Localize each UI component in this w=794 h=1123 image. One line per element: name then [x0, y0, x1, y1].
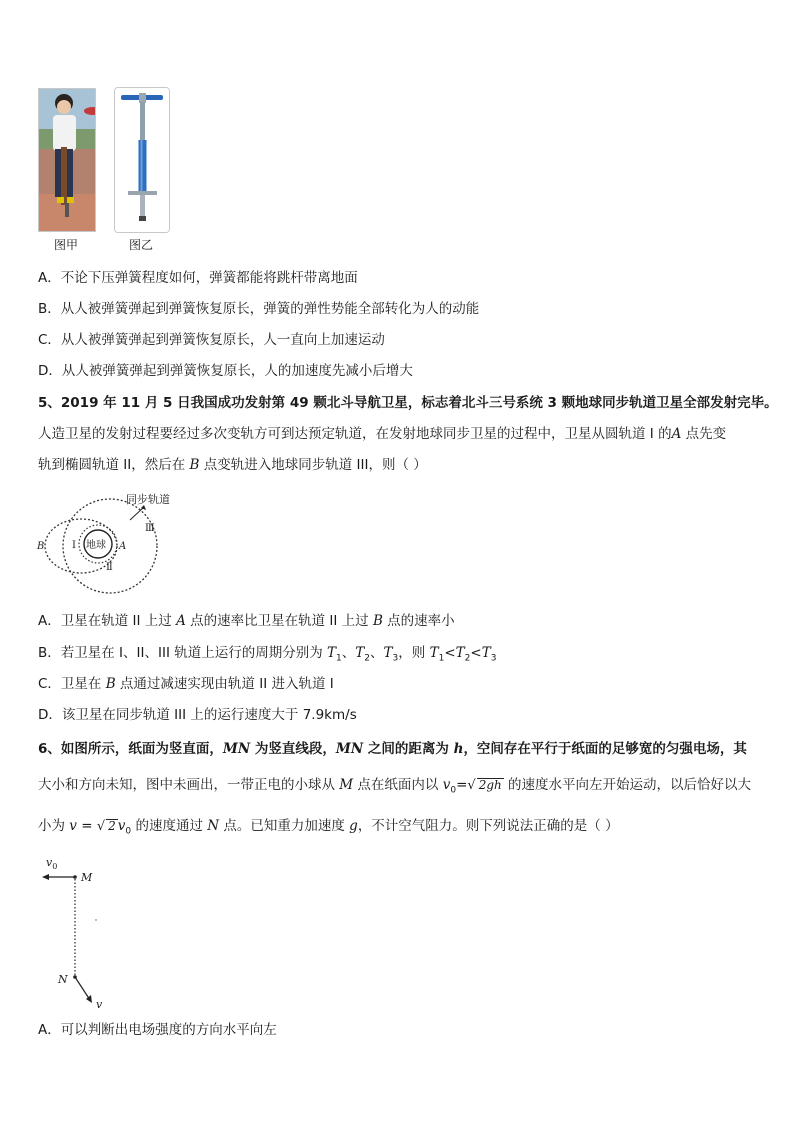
- point-m: [73, 875, 77, 879]
- label-m: M: [81, 871, 93, 884]
- sqrt-symbol: √: [467, 778, 476, 793]
- q6-stem-line-1: 6、如图所示，纸面为竖直面，MN 为竖直线段，MN 之间的距离为 h，空间存在平行于纸面的足够宽的匀强电场，其: [38, 741, 747, 757]
- label-orbit-ii: Ⅱ: [106, 562, 113, 573]
- q5-option-d: D．该卫星在同步轨道 III 上的运行速度大于 7.9km/s: [38, 707, 357, 723]
- figure-caption-b: 图乙: [128, 238, 153, 252]
- stray-dot: [95, 919, 96, 920]
- q5-option-c: C．卫星在 B 点通过减速实现由轨道 II 进入轨道 I: [38, 676, 334, 692]
- boy-pogo-illustration: [39, 89, 95, 231]
- q5-stem-line-2: 人造卫星的发射过程要经过多次变轨方可到达预定轨道，在发射地球同步卫星的过程中，卫星从圆轨道 I 的A 点先变: [38, 426, 727, 442]
- q4-option-a: A．不论下压弹簧程度如何，弹簧都能将跳杆带离地面: [38, 270, 358, 286]
- orbit-diagram: [34, 488, 194, 600]
- label-sync-orbit: 同步轨道: [126, 493, 170, 506]
- sqrt-2: 2: [108, 819, 116, 833]
- q4-option-b: B．从人被弹簧弹起到弹簧恢复原长，弹簧的弹性势能全部转化为人的动能: [38, 301, 480, 317]
- sqrt-symbol: √: [96, 819, 106, 834]
- q5-option-a: A．卫星在轨道 II 上过 A 点的速率比卫星在轨道 II 上过 B 点的速率小: [38, 613, 455, 629]
- q5-stem-line-3: 轨到椭圆轨道 II，然后在 B 点变轨进入地球同步轨道 III，则（ ）: [38, 457, 427, 473]
- mn-motion-diagram: [38, 850, 128, 1015]
- label-point-a: A: [119, 541, 127, 552]
- pogo-stick-photo: [114, 87, 170, 233]
- label-v0: $v_0$: [46, 856, 58, 871]
- q5-stem-line-1: 5、2019 年 11 月 5 日我国成功发射第 49 颗北斗导航卫星，标志着北斗三号系统 3 颗地球同步轨道卫星全部发射完毕。: [38, 395, 778, 411]
- sqrt-2gh: 2gh: [478, 778, 502, 792]
- label-earth: 地球: [86, 540, 106, 551]
- label-orbit-iii: Ⅲ: [145, 523, 155, 534]
- label-orbit-i: Ⅰ: [72, 540, 76, 551]
- label-v: v: [96, 998, 103, 1011]
- v-arrow-line: [75, 977, 90, 1000]
- q6-stem-line-3: 小为 v = √ 2 $v_0$ 的速度通过 N 点。已知重力加速度 g，不计空气阻力。则下列说法正确的是（ ）: [38, 818, 619, 837]
- q5-option-b: B．若卫星在 I、II、III 轨道上运行的周期分别为 $T_1$、$T_2$、$T_3$，则 $T_1<T_2<T_3$: [38, 645, 497, 664]
- label-n: N: [58, 973, 68, 986]
- q4-option-c: C．从人被弹簧弹起到弹簧恢复原长，人一直向上加速运动: [38, 332, 385, 348]
- v0-arrow-head: [42, 874, 49, 880]
- pogo-stick-illustration: [115, 88, 169, 232]
- figure-caption-a: 图甲: [53, 238, 78, 252]
- q6-option-a: A．可以判断出电场强度的方向水平向左: [38, 1022, 277, 1038]
- label-point-b: B: [37, 541, 45, 552]
- q6-stem-line-2: 大小和方向未知，图中未画出，一带正电的小球从 M 点在纸面内以 $v_0=√$ 2gh 的速度水平向左开始运动，以后恰好以大: [38, 777, 752, 796]
- sync-label-arrow: [130, 507, 144, 520]
- q4-option-d: D．从人被弹簧弹起到弹簧恢复原长，人的加速度先减小后增大: [38, 363, 413, 379]
- boy-pogo-photo: [38, 88, 96, 232]
